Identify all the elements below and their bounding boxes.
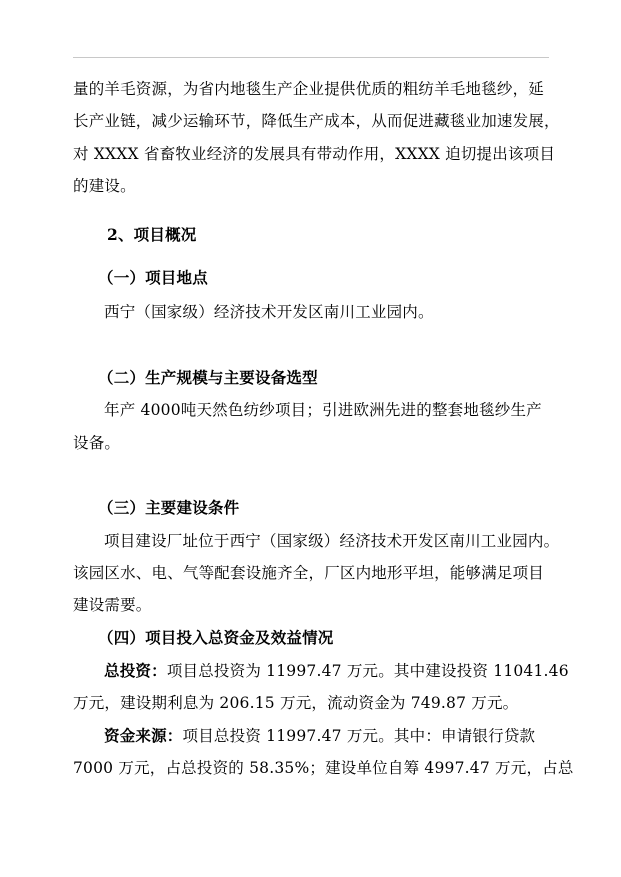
sub3-line-3: 建设需要。 bbox=[73, 596, 152, 614]
intro-line-1: 量的羊毛资源，为省内地毯生产企业提供优质的粗纺羊毛地毯纱，延 bbox=[73, 80, 545, 98]
investment-line-1 bbox=[104, 660, 569, 682]
intro-line-3: 对 XXXX 省畜牧业经济的发展具有带动作用，XXXX 迫切提出该项目 bbox=[73, 145, 556, 163]
sub1-heading: （一）项目地点 bbox=[98, 268, 208, 287]
funding-label: 资金来源： bbox=[104, 726, 183, 745]
sub1-line-1: 西宁（国家级）经济技术开发区南川工业园内。 bbox=[104, 303, 434, 321]
funding-text: 项目总投资 11997.47 万元。其中：申请银行贷款 bbox=[182, 727, 536, 745]
sub3-line-2: 该园区水、电、气等配套设施齐全，厂区内地形平坦，能够满足项目 bbox=[73, 564, 545, 582]
investment-label: 总投资： bbox=[104, 661, 167, 680]
intro-line-2: 长产业链，减少运输环节，降低生产成本，从而促进藏毯业加速发展， bbox=[73, 112, 560, 130]
header-rule bbox=[73, 57, 549, 58]
funding-line-2: 7000 万元，占总投资的 58.35%；建设单位自筹 4997.47 万元，占总 bbox=[73, 759, 574, 777]
section-heading: 2、项目概况 bbox=[107, 225, 197, 244]
intro-line-4: 的建设。 bbox=[73, 177, 136, 195]
sub3-line-1: 项目建设厂址位于西宁（国家级）经济技术开发区南川工业园内。 bbox=[104, 532, 560, 550]
sub2-heading: （二）生产规模与主要设备选型 bbox=[98, 368, 318, 387]
investment-line-2: 万元，建设期利息为 206.15 万元，流动资金为 749.87 万元。 bbox=[73, 694, 519, 712]
sub2-line-1: 年产 4000吨天然色纺纱项目；引进欧洲先进的整套地毯纱生产 bbox=[104, 401, 542, 419]
sub2-line-2: 设备。 bbox=[73, 434, 121, 452]
sub4-heading: （四）项目投入总资金及效益情况 bbox=[98, 628, 334, 647]
funding-line-1 bbox=[104, 725, 535, 747]
investment-text: 项目总投资为 11997.47 万元。其中建设投资 11041.46 bbox=[166, 662, 569, 680]
sub3-heading: （三）主要建设条件 bbox=[98, 498, 240, 517]
